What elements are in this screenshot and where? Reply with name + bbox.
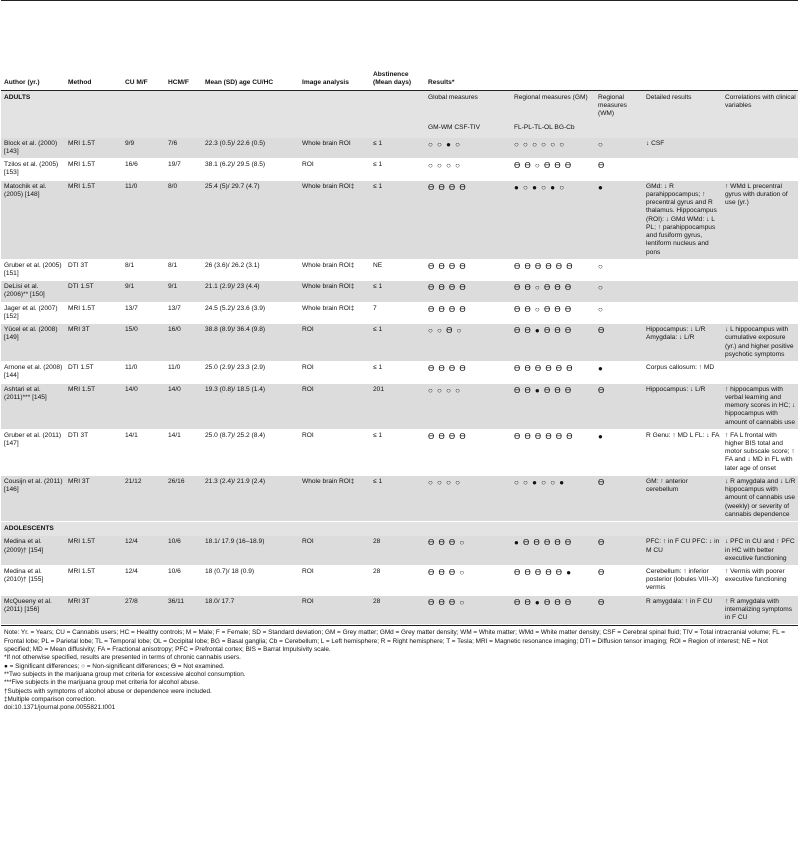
cell-global: ○ ○ ○ ○ — [425, 475, 511, 521]
col-results: Results* — [425, 2, 511, 91]
cell-hc: 8/1 — [165, 259, 202, 280]
sub-global: Global measures — [425, 91, 511, 122]
cell-abst: ≤ 1 — [370, 362, 425, 383]
cell-global: ϴ ϴ ϴ ϴ — [425, 281, 511, 302]
cell-detail — [643, 302, 722, 323]
cell-cu: 16/6 — [122, 159, 165, 180]
cell-author: Medina et al. (2009)† [154] — [1, 536, 65, 565]
cell-wm: ϴ — [595, 159, 643, 180]
cell-global: ϴ ϴ ϴ ○ — [425, 536, 511, 565]
cell-global: ○ ○ ● ○ — [425, 138, 511, 159]
note-line: Note: Yr. = Years; CU = Cannabis users; HC = Healthy controls; M = Male; F = Female; SD = Standard deviation; GM = Grey matter; GMd = Grey matter density; WM = White matter; WMd = White matter density; CSF = Cerebral spinal fluid; TIV = Total intracranial volume; FL = Frontal lobe; PL = Parietal lobe; TL = Temporal lobe; OL = Occipital lobe; BG = Basal ganglia; Cb = Cerebellum; L = Left hemisphere; R = Right hemisphere; T = Tesla; MRI = Magnetic resonance imaging; DTI = Diffusion tensor imaging; ROI = Region of interest; NE = Not specified; MD = Mean diffusivity; FA = Fractional anisotropy; PFC = Prefrontal cortex; BIS = Barrat Impulsivity scale. — [4, 629, 785, 654]
cell-gm: ϴ ϴ ϴ ϴ ϴ ● — [511, 566, 595, 596]
cell-image: ROI — [299, 383, 370, 429]
cell-cu: 12/4 — [122, 536, 165, 565]
cell-author: Cousijn et al. (2011) [146] — [1, 475, 65, 521]
cell-wm: ϴ — [595, 595, 643, 625]
cell-abst: ≤ 1 — [370, 281, 425, 302]
cell-image: Whole brain ROI‡ — [299, 302, 370, 323]
cell-global: ϴ ϴ ϴ ϴ — [425, 180, 511, 259]
cell-author: Gruber et al. (2011) [147] — [1, 429, 65, 475]
cell-method: MRI 3T — [65, 324, 122, 362]
cell-image: ROI — [299, 566, 370, 596]
cell-method: MRI 3T — [65, 595, 122, 625]
cell-wm: ○ — [595, 281, 643, 302]
cell-hc: 10/6 — [165, 566, 202, 596]
cell-cu: 11/0 — [122, 362, 165, 383]
cell-cu: 12/4 — [122, 566, 165, 596]
cell-method: MRI 1.5T — [65, 383, 122, 429]
note-line: ***Five subjects in the marijuana group met criteria for alcohol abuse. — [4, 679, 200, 687]
cell-age: 25.4 (5)/ 29.7 (4.7) — [202, 180, 299, 259]
sub-correlations: Correlations with clinical variables — [722, 91, 798, 122]
cell-corr — [722, 302, 798, 323]
table-row — [1, 259, 798, 280]
cell-image: Whole brain ROI‡ — [299, 281, 370, 302]
cell-age: 26 (3.6)/ 26.2 (3.1) — [202, 259, 299, 280]
cell-cu: 27/8 — [122, 595, 165, 625]
cell-wm: ○ — [595, 138, 643, 159]
note-line: ‡Multiple comparison correction. — [4, 696, 96, 704]
col-author: Author (yr.) — [1, 2, 65, 91]
section-adults: ADULTS Global measures Regional measures (GM) Regional measures (WM) Detailed results Correlations with clinical variables — [1, 91, 798, 122]
cell-wm: ● — [595, 429, 643, 475]
cell-detail: ↓ CSF — [643, 138, 722, 159]
cell-author: Matochik et al. (2005) [148] — [1, 180, 65, 259]
cell-hc: 19/7 — [165, 159, 202, 180]
cell-detail — [643, 159, 722, 180]
cell-detail — [643, 281, 722, 302]
cell-detail — [643, 259, 722, 280]
cell-corr — [722, 281, 798, 302]
table-row — [1, 180, 798, 259]
cell-global: ϴ ϴ ϴ ϴ — [425, 429, 511, 475]
cell-corr — [722, 362, 798, 383]
cell-image: Whole brain ROI — [299, 138, 370, 159]
cell-detail: GM: ↑ anterior cerebellum — [643, 475, 722, 521]
cell-corr: ↑ WMd L precentral gyrus with duration of use (yr.) — [722, 180, 798, 259]
cell-cu: 9/9 — [122, 138, 165, 159]
header-row — [1, 2, 798, 91]
table-row — [1, 383, 798, 429]
cell-corr: ↑ R amygdala with internalizing symptoms in F CU — [722, 595, 798, 625]
cell-method: DTI 3T — [65, 259, 122, 280]
cell-cu: 9/1 — [122, 281, 165, 302]
cell-detail: R amygdala: ↑ in F CU — [643, 595, 722, 625]
col-method: Method — [65, 2, 122, 91]
cell-gm: ϴ ϴ ○ ϴ ϴ ϴ — [511, 302, 595, 323]
table-row — [1, 362, 798, 383]
cell-wm: ϴ — [595, 324, 643, 362]
cell-global: ○ ○ ϴ ○ — [425, 324, 511, 362]
cell-hc: 14/1 — [165, 429, 202, 475]
cell-abst: ≤ 1 — [370, 138, 425, 159]
cell-gm: ϴ ϴ ● ϴ ϴ ϴ — [511, 595, 595, 625]
cell-image: Whole brain ROI‡ — [299, 475, 370, 521]
cell-age: 22.3 (0.5)/ 22.6 (0.5) — [202, 138, 299, 159]
cell-author: McQueeny et al. (2011) [156] — [1, 595, 65, 625]
cell-corr — [722, 159, 798, 180]
table-row — [1, 429, 798, 475]
cell-corr — [722, 259, 798, 280]
cell-method: DTI 3T — [65, 429, 122, 475]
cell-abst: ≤ 1 — [370, 429, 425, 475]
section-adolescents: ADOLESCENTS — [1, 522, 798, 537]
sub-regional-gm: Regional measures (GM) — [511, 91, 595, 122]
note-line: **Two subjects in the marijuana group met criteria for excessive alcohol consumption. — [4, 671, 246, 679]
cell-global: ϴ ϴ ϴ ϴ — [425, 362, 511, 383]
cell-method: MRI 3T — [65, 475, 122, 521]
note-line: †Subjects with symptoms of alcohol abuse or dependence were included. — [4, 687, 212, 695]
cell-gm: ϴ ϴ ● ϴ ϴ ϴ — [511, 383, 595, 429]
table-row — [1, 475, 798, 521]
cell-corr: ↑ hippocampus with verbal learning and memory scores in HC; ↓ hippocampus with amount of cannabis use — [722, 383, 798, 429]
cell-hc: 8/0 — [165, 180, 202, 259]
table-row — [1, 536, 798, 565]
cell-cu: 15/0 — [122, 324, 165, 362]
cell-age: 18.1/ 17.9 (16–18.9) — [202, 536, 299, 565]
cell-wm: ○ — [595, 302, 643, 323]
cell-wm: ● — [595, 362, 643, 383]
cell-author: Arnone et al. (2008) [144] — [1, 362, 65, 383]
col-age: Mean (SD) age CU/HC — [202, 2, 299, 91]
cell-wm: ● — [595, 180, 643, 259]
cell-cu: 21/12 — [122, 475, 165, 521]
cell-gm: ϴ ϴ ϴ ϴ ϴ ϴ — [511, 429, 595, 475]
cell-hc: 7/6 — [165, 138, 202, 159]
cell-global: ○ ○ ○ ○ — [425, 383, 511, 429]
cell-method: MRI 1.5T — [65, 302, 122, 323]
cell-corr: ↓ L hippocampus with cumulative exposure (yr.) and higher positive psychotic symptoms — [722, 324, 798, 362]
cell-corr: ↓ R amygdala and ↓ L/R hippocampus with amount of cannabis use (weekly) or severity of cannabis dependence — [722, 475, 798, 521]
cell-corr: ↑ FA L frontal with higher BIS total and motor subscale score; ↑ FA and ↓ MD in FL with later age of onset — [722, 429, 798, 475]
cell-wm: ○ — [595, 259, 643, 280]
cell-abst: NE — [370, 259, 425, 280]
cell-abst: 7 — [370, 302, 425, 323]
cell-hc: 10/6 — [165, 536, 202, 565]
cell-cu: 13/7 — [122, 302, 165, 323]
cell-abst: 201 — [370, 383, 425, 429]
cell-age: 38.8 (8.9)/ 36.4 (9.8) — [202, 324, 299, 362]
cell-gm: ● ϴ ϴ ϴ ϴ ϴ — [511, 536, 595, 565]
cell-method: MRI 1.5T — [65, 566, 122, 596]
cell-abst: 28 — [370, 595, 425, 625]
col-cu: CU M/F — [122, 2, 165, 91]
cell-wm: ϴ — [595, 383, 643, 429]
cell-abst: 28 — [370, 566, 425, 596]
cell-cu: 14/1 — [122, 429, 165, 475]
cell-age: 21.1 (2.9)/ 23 (4.4) — [202, 281, 299, 302]
cell-corr — [722, 138, 798, 159]
note-line: *If not otherwise specified, results are presented in terms of chronic cannabis users. — [4, 654, 241, 662]
sub-regional-wm: Regional measures (WM) — [595, 91, 643, 122]
cell-age: 19.3 (0.8)/ 18.5 (1.4) — [202, 383, 299, 429]
cell-author: Gruber et al. (2005) [151] — [1, 259, 65, 280]
subheader-cols — [1, 122, 798, 138]
cell-corr: ↓ PFC in CU and ↑ PFC in HC with better executive functioning — [722, 536, 798, 565]
cell-abst: ≤ 1 — [370, 180, 425, 259]
cell-image: ROI — [299, 429, 370, 475]
cell-gm: ● ○ ● ○ ● ○ — [511, 180, 595, 259]
sub-detailed: Detailed results — [643, 91, 722, 122]
cell-abst: ≤ 1 — [370, 324, 425, 362]
cell-detail: PFC: ↑ in F CU PFC: ↓ in M CU — [643, 536, 722, 565]
cell-author: Tzilos et al. (2005) [153] — [1, 159, 65, 180]
table-row — [1, 138, 798, 159]
cell-wm: ϴ — [595, 566, 643, 596]
cell-wm: ϴ — [595, 536, 643, 565]
cell-age: 25.0 (8.7)/ 25.2 (8.4) — [202, 429, 299, 475]
cell-cu: 11/0 — [122, 180, 165, 259]
cell-author: Medina et al. (2010)† [155] — [1, 566, 65, 596]
note-line: doi:10.1371/journal.pone.0055821.t001 — [4, 704, 116, 712]
table-notes — [1, 625, 798, 712]
cell-gm: ϴ ϴ ● ϴ ϴ ϴ — [511, 324, 595, 362]
cell-age: 25.0 (2.9)/ 23.3 (2.9) — [202, 362, 299, 383]
cell-global: ϴ ϴ ϴ ϴ — [425, 259, 511, 280]
cell-method: MRI 1.5T — [65, 536, 122, 565]
table-row — [1, 324, 798, 362]
cell-image: ROI — [299, 159, 370, 180]
cell-method: DTI 1.5T — [65, 281, 122, 302]
cell-detail: Hippocampus: ↓ L/R — [643, 383, 722, 429]
cell-method: MRI 1.5T — [65, 138, 122, 159]
cell-detail: Cerebellum: ↑ inferior posterior (lobules VIII–X) vermis — [643, 566, 722, 596]
cell-image: ROI — [299, 324, 370, 362]
cell-hc: 11/0 — [165, 362, 202, 383]
cell-author: DeLisi et al. (2006)** [150] — [1, 281, 65, 302]
table-row — [1, 159, 798, 180]
cell-global: ϴ ϴ ϴ ϴ — [425, 302, 511, 323]
cell-hc: 13/7 — [165, 302, 202, 323]
cell-image: Whole brain ROI‡ — [299, 259, 370, 280]
cell-hc: 36/11 — [165, 595, 202, 625]
cell-method: MRI 1.5T — [65, 180, 122, 259]
cell-author: Jager et al. (2007) [152] — [1, 302, 65, 323]
note-line: ● = Significant differences; ○ = Non-significant differences; ϴ = Not examined. — [4, 662, 225, 670]
table-row — [1, 281, 798, 302]
cell-gm: ○ ○ ● ○ ○ ● — [511, 475, 595, 521]
cell-age: 21.3 (2.4)/ 21.9 (2.4) — [202, 475, 299, 521]
cell-age: 18.0/ 17.7 — [202, 595, 299, 625]
cell-image: ROI — [299, 362, 370, 383]
cell-wm: ϴ — [595, 475, 643, 521]
cell-abst: ≤ 1 — [370, 159, 425, 180]
cell-global: ϴ ϴ ϴ ○ — [425, 566, 511, 596]
cell-gm: ϴ ϴ ϴ ϴ ϴ ϴ — [511, 362, 595, 383]
col-abstinence: Abstinence (Mean days) — [370, 2, 425, 91]
cell-author: Yücel et al. (2008) [149] — [1, 324, 65, 362]
cell-age: 24.5 (5.2)/ 23.6 (3.9) — [202, 302, 299, 323]
cell-cu: 8/1 — [122, 259, 165, 280]
table-row — [1, 595, 798, 625]
cell-hc: 16/0 — [165, 324, 202, 362]
cell-method: DTI 1.5T — [65, 362, 122, 383]
regional-cols-label: FL-PL-TL-OL BG-Cb — [511, 122, 595, 138]
cell-age: 18 (0.7)/ 18 (0.9) — [202, 566, 299, 596]
cell-hc: 26/16 — [165, 475, 202, 521]
cell-image: Whole brain ROI‡ — [299, 180, 370, 259]
cell-image: ROI — [299, 536, 370, 565]
cell-method: MRI 1.5T — [65, 159, 122, 180]
cell-cu: 14/0 — [122, 383, 165, 429]
cell-detail: Corpus callosum: ↑ MD — [643, 362, 722, 383]
cell-gm: ϴ ϴ ϴ ϴ ϴ ϴ — [511, 259, 595, 280]
cell-corr: ↑ Vermis with poorer executive functioning — [722, 566, 798, 596]
table-row — [1, 302, 798, 323]
cell-abst: ≤ 1 — [370, 475, 425, 521]
table-row — [1, 566, 798, 596]
cell-gm: ○ ○ ○ ○ ○ ○ — [511, 138, 595, 159]
global-cols-label: GM-WM CSF-TIV — [425, 122, 511, 138]
cell-abst: 28 — [370, 536, 425, 565]
cell-image: ROI — [299, 595, 370, 625]
cell-hc: 14/0 — [165, 383, 202, 429]
cell-detail: R Genu: ↑ MD L FL: ↓ FA — [643, 429, 722, 475]
cell-detail: Hippocampus: ↓ L/R Amygdala: ↓ L/R — [643, 324, 722, 362]
cell-global: ○ ○ ○ ○ — [425, 159, 511, 180]
col-image: Image analysis — [299, 2, 370, 91]
cell-detail: GMd: ↓ R parahippocampus; ↑ precentral gyrus and R thalamus. Hippocampus (ROI): ↓ GMd WMd: ↓ L PL; ↑ parahippocampus and fusiform gyrus, lentiform nucleus and pons — [643, 180, 722, 259]
col-hc: HCM/F — [165, 2, 202, 91]
results-table — [1, 0, 798, 625]
cell-gm: ϴ ϴ ○ ϴ ϴ ϴ — [511, 159, 595, 180]
cell-global: ϴ ϴ ϴ ○ — [425, 595, 511, 625]
cell-author: Ashtari et al. (2011)*** [145] — [1, 383, 65, 429]
cell-author: Block et al. (2000) [143] — [1, 138, 65, 159]
cell-hc: 9/1 — [165, 281, 202, 302]
cell-age: 38.1 (6.2)/ 29.5 (8.5) — [202, 159, 299, 180]
cell-gm: ϴ ϴ ○ ϴ ϴ ϴ — [511, 281, 595, 302]
